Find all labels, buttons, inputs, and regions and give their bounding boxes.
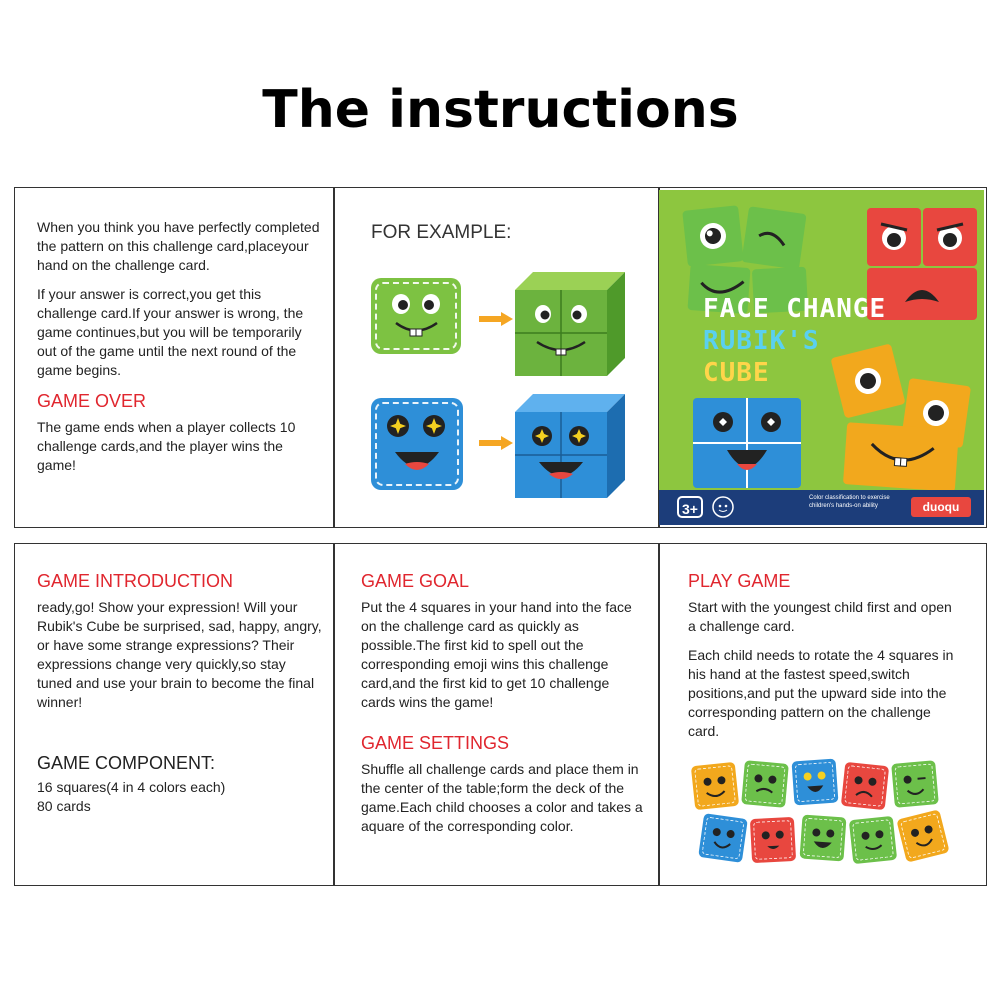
orange-cube	[691, 762, 739, 810]
brand-logo: duoqu	[911, 497, 971, 517]
blue-tile	[693, 398, 801, 488]
heading-game-over: GAME OVER	[37, 391, 147, 411]
divider	[333, 544, 335, 885]
red-tile	[867, 208, 921, 266]
green-tile	[741, 206, 806, 270]
heading-game-goal: GAME GOAL	[361, 571, 470, 591]
blue-cube	[698, 813, 748, 863]
green-cube	[849, 816, 897, 864]
text-game-settings: Shuffle all challenge cards and place them in the center of the table;form the deck of the game.Each child chooses a color and takes a aquare of the corresponding color.	[361, 761, 643, 834]
red-tile	[923, 208, 977, 266]
text-component-cards: 80 cards	[37, 798, 91, 814]
orange-tile	[830, 343, 905, 418]
divider	[658, 544, 660, 885]
green-face-icon	[371, 278, 461, 354]
blue-face-icon	[371, 398, 463, 490]
orange-cube	[896, 809, 949, 862]
panel-example	[335, 188, 657, 527]
smile-icon	[843, 422, 959, 492]
instructions-row-bottom	[14, 543, 987, 886]
panel-game-goal	[361, 570, 643, 885]
sad-eye-icon	[923, 208, 977, 266]
product-cover-image	[659, 190, 984, 525]
panel-game-introduction	[37, 570, 322, 885]
green-cube	[800, 815, 847, 862]
cover-title-line3: CUBE	[703, 358, 770, 388]
red-cube	[841, 762, 889, 810]
text-answer-result: If your answer is correct,you get this challenge card.If your answer is wrong, the game continues,but you will be temporarily out of the game until the next round of the game begins.	[37, 286, 304, 378]
text-game-goal: Put the 4 squares in your hand into the face on the challenge card as quickly as possible.The first kid to spell out the corresponding emoji wins this challenge card,and the first kid to get 10 challenge cards wins the game!	[361, 599, 632, 710]
panel-game-over	[37, 218, 322, 527]
eye-icon	[682, 205, 744, 267]
arrow-right-icon	[479, 312, 513, 326]
happy-face-icon	[693, 398, 801, 488]
age-badge: 3+	[677, 496, 703, 518]
blue-cube-icon	[515, 394, 625, 498]
eye-icon	[830, 343, 905, 418]
child-face-icon	[711, 495, 735, 519]
cover-footer	[659, 490, 984, 525]
heading-game-settings: GAME SETTINGS	[361, 733, 510, 753]
red-cube	[750, 817, 796, 863]
cover-title-line2: RUBIK'S	[703, 326, 820, 356]
green-cube	[891, 760, 939, 808]
heading-play-game: PLAY GAME	[688, 571, 791, 591]
green-cube-icon	[515, 272, 625, 376]
green-cube	[741, 760, 789, 808]
heading-game-introduction: GAME INTRODUCTION	[37, 571, 233, 591]
green-face-card	[371, 278, 461, 354]
heading-game-component: GAME COMPONENT:	[37, 753, 216, 773]
blue-cube	[792, 759, 839, 806]
cover-title-line1: FACE CHANGE	[703, 294, 887, 324]
blue-face-card	[371, 398, 463, 490]
orange-tile	[843, 422, 959, 492]
text-play-rotate: Each child needs to rotate the 4 squares in his hand at the fastest speed,switch positions,and put the upward side into the corresponding pattern on the challenge card.	[688, 647, 954, 739]
text-component-squares: 16 squares(4 in 4 colors each)	[37, 779, 226, 795]
text-answer-intro: When you think you have perfectly completed the pattern on this challenge card,placeyour hand on the challenge card.	[37, 219, 320, 273]
arrow-right-icon	[479, 436, 513, 450]
text-game-over: The game ends when a player collects 10 challenge cards,and the player wins the game!	[37, 419, 296, 473]
text-play-start: Start with the youngest child first and open a challenge card.	[688, 599, 952, 634]
cover-tagline: Color classification to exercise children's hands-on ability	[809, 495, 890, 509]
cubes-illustration	[691, 760, 951, 870]
green-tile	[682, 205, 744, 267]
text-game-introduction: ready,go! Show your expression! Will your Rubik's Cube be surprised, sad, happy, angry, or have some strange expressions? Their expressions change very quickly,so stay tuned and use your brain to become the final winner!	[37, 599, 322, 710]
brow-icon	[741, 206, 806, 270]
heading-for-example: FOR EXAMPLE:	[371, 222, 512, 243]
page-title: The instructions	[262, 80, 739, 140]
sad-eye-icon	[867, 208, 921, 266]
